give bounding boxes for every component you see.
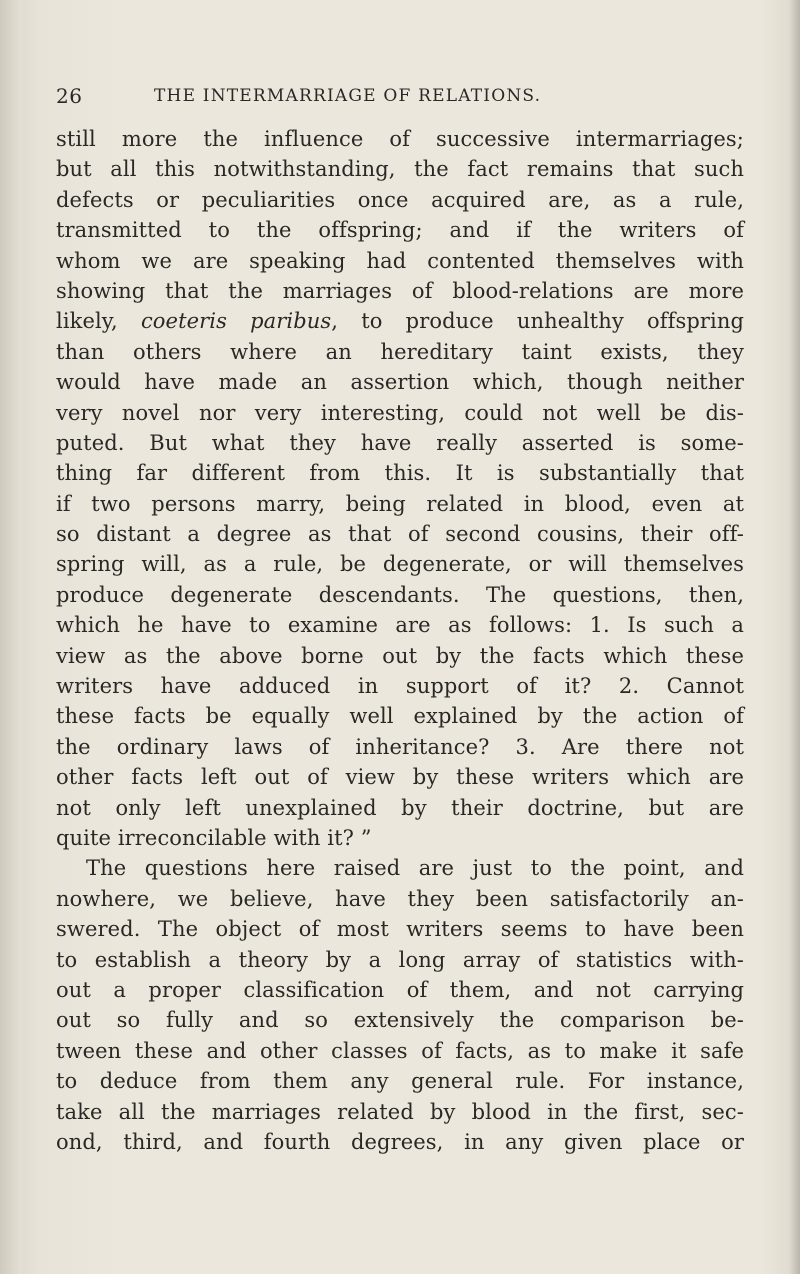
- text-line: view as the above borne out by the facts which these: [56, 643, 744, 668]
- text-line: to deduce from them any general rule. For instance,: [56, 1069, 744, 1094]
- text-line: the ordinary laws of inheritance? 3. Are there not: [56, 734, 744, 759]
- body-text: [56, 124, 744, 1157]
- text-line: out a proper classification of them, and not carrying: [56, 977, 744, 1002]
- text-line: which he have to examine are as follows: 1. Is such a: [56, 613, 744, 638]
- text-line: would have made an assertion which, though neither: [56, 370, 744, 395]
- text-line: nowhere, we believe, have they been satisfactorily an-: [56, 886, 744, 911]
- text-line: very novel nor very interesting, could not well be dis-: [56, 400, 744, 425]
- text-line: thing far different from this. It is substantially that: [56, 461, 744, 486]
- text-fragment: likely,: [56, 309, 118, 334]
- text-line: showing that the marriages of blood-relations are more: [56, 278, 744, 303]
- text-line: spring will, as a rule, be degenerate, or will themselves: [56, 552, 744, 577]
- text-line: transmitted to the offspring; and if the writers of: [56, 218, 744, 243]
- text-line: than others where an hereditary taint exists, they: [56, 339, 744, 364]
- text-line: quite irreconcilable with it? ”: [56, 825, 372, 850]
- text-line: puted. But what they have really asserted is some-: [56, 430, 744, 455]
- text-line: whom we are speaking had contented themselves with: [56, 248, 744, 273]
- text-line-with-italic: [56, 306, 744, 336]
- text-line: defects or peculiarities once acquired are, as a rule,: [56, 187, 744, 212]
- paragraph-start-line: The questions here raised are just to the point, and: [86, 856, 744, 881]
- text-line: still more the influence of successive intermarriages;: [56, 127, 744, 151]
- text-line: to establish a theory by a long array of statistics with-: [56, 947, 744, 972]
- text-line: these facts be equally well explained by the action of: [56, 704, 744, 729]
- text-fragment: , to produce unhealthy offspring: [331, 309, 744, 334]
- text-line: tween these and other classes of facts, as to make it safe: [56, 1038, 744, 1063]
- text-line: out so fully and so extensively the comparison be-: [56, 1008, 744, 1033]
- text-line: writers have adduced in support of it? 2. Cannot: [56, 674, 744, 699]
- text-line: so distant a degree as that of second cousins, their off-: [56, 522, 744, 547]
- page-header: [56, 84, 746, 114]
- page-edge-shadow: [790, 0, 800, 1274]
- text-line: but all this notwithstanding, the fact remains that such: [56, 157, 744, 182]
- text-line: take all the marriages related by blood in the first, sec-: [56, 1099, 744, 1124]
- running-title: THE INTERMARRIAGE OF RELATIONS.: [154, 86, 542, 106]
- page-number: 26: [56, 84, 83, 108]
- text-line: not only left unexplained by their doctrine, but are: [56, 795, 744, 820]
- text-line: ond, third, and fourth degrees, in any given place or: [56, 1129, 744, 1154]
- page-gutter-shadow: [0, 0, 22, 1274]
- text-line: swered. The object of most writers seems to have been: [56, 917, 744, 942]
- italic-phrase: coeteris paribus: [140, 309, 332, 334]
- text-line: if two persons marry, being related in blood, even at: [56, 491, 744, 516]
- text-line: produce degenerate descendants. The questions, then,: [56, 582, 744, 607]
- text-line: other facts left out of view by these writers which are: [56, 765, 744, 790]
